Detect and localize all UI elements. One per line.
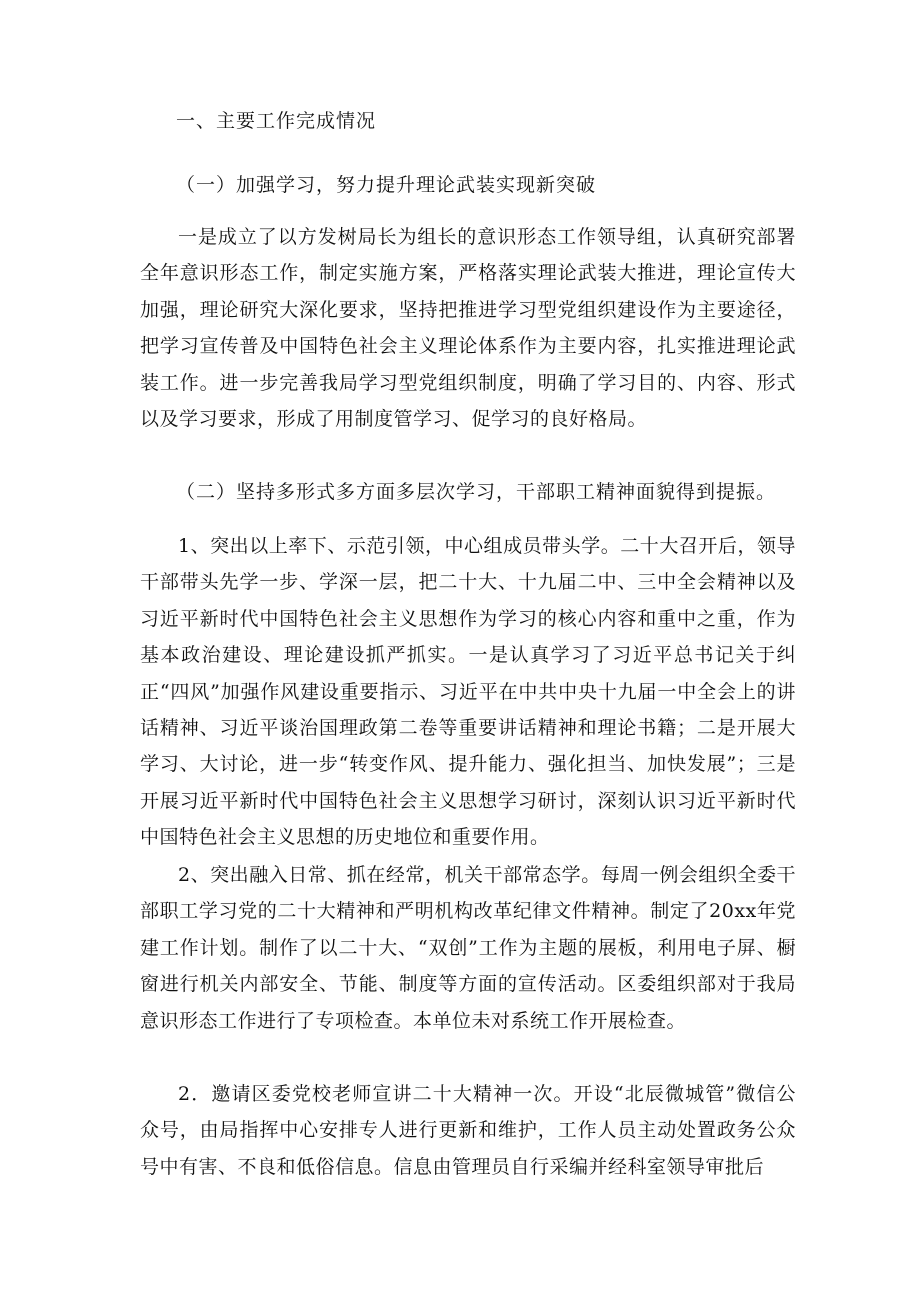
- subsection-title-2: （二）坚持多形式多方面多层次学习，干部职工精神面貌得到提振。: [176, 481, 777, 503]
- section-title: 一、主要工作完成情况: [176, 110, 377, 132]
- paragraph-3: 2、突出融入日常、抓在经常，机关干部常态学。每周一例会组织全委干部职工学习党的二十大精神和严明机构改革纪律文件精神。制定了20xx年党建工作计划。制作了以二十大、“双创”工作为主题的展板，利用电子屏、橱窗进行机关内部安全、节能、制度等方面的宣传活动。区委组织部对于我局意识形态工作进行了专项检查。本单位未对系统工作开展检查。: [140, 864, 796, 1032]
- paragraph-2: 1、突出以上率下、示范引领，中心组成员带头学。二十大召开后，领导干部带头先学一步、学深一层，把二十大、十九届二中、三中全会精神以及习近平新时代中国特色社会主义思想作为学习的核心内容和重中之重，作为基本政治建设、理论建设抓严抓实。一是认真学习了习近平总书记关于纠正“四风”加强作风建设重要指示、习近平在中共中央十九届一中全会上的讲话精神、习近平谈治国理政第二卷等重要讲话精神和理论书籍；二是开展大学习、大讨论，进一步“转变作风、提升能力、强化担当、加快发展”；三是开展习近平新时代中国特色社会主义思想学习研讨，深刻认识习近平新时代中国特色社会主义思想的历史地位和重要作用。: [140, 535, 796, 849]
- paragraph-1: 一是成立了以方发树局长为组长的意识形态工作领导组，认真研究部署全年意识形态工作，制定实施方案，严格落实理论武装大推进，理论宣传大加强，理论研究大深化要求，坚持把推进学习型党组织建设作为主要途径，把学习宣传普及中国特色社会主义理论体系作为主要内容，扎实推进理论武装工作。进一步完善我局学习型党组织制度，明确了学习目的、内容、形式以及学习要求，形成了用制度管学习、促学习的良好格局。: [140, 226, 796, 431]
- subsection-title-1: （一）加强学习，努力提升理论武装实现新突破: [176, 174, 597, 196]
- paragraph-4: 2．邀请区委党校老师宣讲二十大精神一次。开设“北辰微城管”微信公众号，由局指挥中心安排专人进行更新和维护，工作人员主动处置政务公众号中有害、不良和低俗信息。信息由管理员自行采编并经科室领导审批后: [140, 1083, 796, 1178]
